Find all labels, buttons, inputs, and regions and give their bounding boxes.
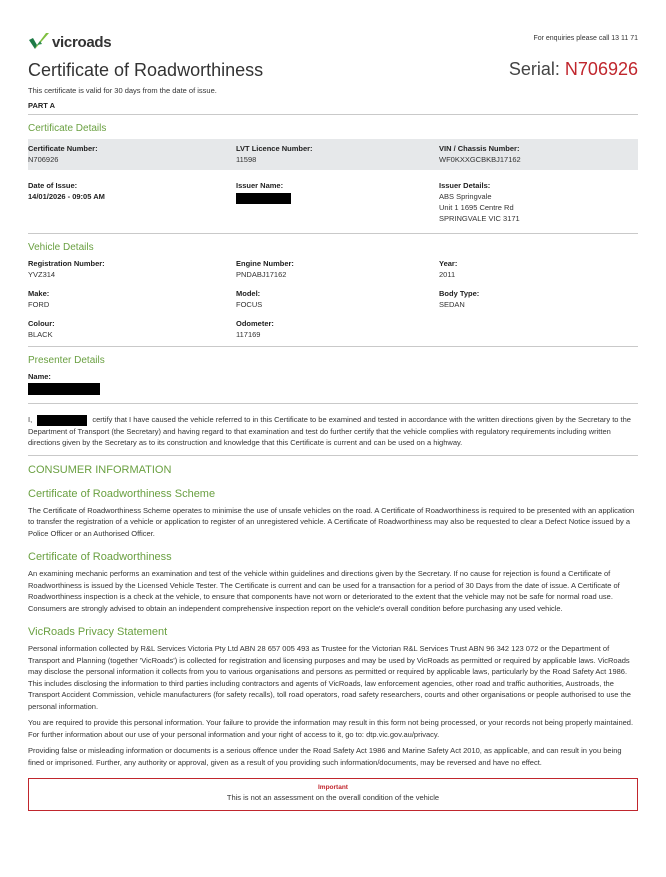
privacy-heading: VicRoads Privacy Statement	[28, 626, 168, 639]
privacy-text-2: You are required to provide this personal information. Your failure to provide the information may result in this form not being processed, or your records not being properly maintained. For further information about our use of your personal information and your right of access to it, go to: dtp.vic.gov.au/privacy.	[28, 718, 634, 739]
enquiries-text: For enquiries please call 13 11 71	[533, 35, 638, 42]
scheme-text: The Certificate of Roadworthiness Scheme operates to minimise the use of unsafe vehicles on the road. A Certificate of Roadworthiness is required to be presented with an application to transfer the registration of a vehicle or application to register of an unregistered vehicle. A Certificate of Roadworthiness may also be requested to clear a Defect Notice issued by a Police Officer or an Authorised Officer.	[28, 505, 635, 538]
registration-label: Registration Number:	[28, 259, 105, 268]
model-cell	[236, 288, 439, 310]
certificate-details-heading: Certificate Details	[28, 123, 107, 134]
presenter-name-label: Name:	[28, 372, 51, 381]
certifier-name-redacted	[37, 415, 87, 426]
presenter-details-heading: Presenter Details	[28, 355, 105, 366]
make-label: Make:	[28, 289, 50, 298]
vin-value: WF0KXXGCBKBJ17162	[439, 155, 521, 164]
engine-value: PNDABJ17162	[236, 270, 287, 279]
vehicle-details-heading: Vehicle Details	[28, 242, 94, 253]
important-notice	[28, 778, 638, 811]
divider	[28, 114, 638, 115]
certificate-details-row-1	[28, 139, 638, 170]
privacy-text-1: Personal information collected by R&L Services Victoria Pty Ltd ABN 28 657 005 493 as Trustee for the Victorian R&L Services Trust ABN 96 342 123 072 or the Department of Transport and Planning (together 'VicRoads') is collected for registration and licensing purposes and may be used by VicRoads as permitted or required by applicable laws. VicRoads may disclose the personal information it collects from you to various organisations and persons as permitted or required by applicable laws, particularly by the Road Safety Act 1986. This includes disclosing the information to third parties including contractors and agents of VicRoads, law enforcement agencies, other road and traffic authorities, Austroads, the Transport Accident Commission, vehicle manufacturers (for safety recalls), toll road operators, road safety researchers, courts and other organisations or people authorised to use the personal information.	[28, 644, 631, 711]
vicroads-logo	[28, 32, 111, 52]
colour-cell	[28, 318, 236, 340]
certification-prefix: I,	[28, 415, 33, 424]
vehicle-details-row-3	[28, 318, 638, 340]
lvt-licence-value: 11598	[236, 155, 257, 164]
year-cell	[439, 258, 638, 280]
date-of-issue-label: Date of Issue:	[28, 181, 78, 190]
privacy-text-3: Providing false or misleading information or documents is a serious offence under the Road Safety Act 1986 and Marine Safety Act 2010, as applicable, and can result in you being fined or imprisoned. Further, any authority or approval, given as a result of you providing such information/documents, may be reversed and have no effect.	[28, 746, 622, 767]
year-value: 2011	[439, 270, 456, 279]
body-type-value: SEDAN	[439, 300, 465, 309]
registration-value: YVZ314	[28, 270, 56, 279]
divider	[28, 233, 638, 234]
issuer-line-3: SPRINGVALE VIC 3171	[439, 214, 520, 223]
serial-number: N706926	[564, 59, 638, 79]
body-type-cell	[439, 288, 638, 310]
presenter-name-redacted	[28, 383, 100, 395]
divider	[28, 403, 638, 404]
certification-text: certify that I have caused the vehicle referred to in this Certificate to be examined and tested in accordance with the written directions given by the Secretary to the Department of Transport (the Secretary) and having regard to that examination and test do further certify that the vehicle complies with regulatory requirements including written directions given by the Secretary as to its construction and knowledge that this Certificate is current and can be used on a highway.	[28, 415, 631, 448]
issuer-details-cell	[439, 180, 638, 224]
page-title: Certificate of Roadworthiness	[28, 60, 264, 80]
cert-text: An examining mechanic performs an examination and test of the vehicle within guidelines and directions given by the Secretary. If no cause for rejection is found a Certificate of Roadworthiness is issued by the Licensed Vehicle Tester. The Certificate is current and can be used for a transaction for a period of 30 Days from the date of issue. A Certificate of Roadworthiness inspection is a check at the vehicle, to ensure that components have not worn or deteriorated to the extent that the vehicle may not be safe for normal road use. Consumers are strongly advised to obtain an independent comprehensive inspection report on the vehicle's overall condition before purchasing any used vehicle.	[28, 569, 620, 613]
model-label: Model:	[236, 289, 261, 298]
model-value: FOCUS	[236, 300, 263, 309]
certification-statement	[28, 414, 638, 449]
issuer-name-redacted	[236, 193, 291, 204]
divider	[28, 455, 638, 456]
certificate-details-row-2	[28, 170, 638, 229]
issuer-name-cell	[236, 180, 439, 224]
colour-value: BLACK	[28, 330, 53, 339]
title-row	[28, 58, 638, 84]
vin-label: VIN / Chassis Number:	[439, 144, 520, 153]
vehicle-details-row-2	[28, 288, 638, 310]
year-label: Year:	[439, 259, 458, 268]
divider	[28, 346, 638, 347]
serial	[509, 59, 638, 80]
body-type-label: Body Type:	[439, 289, 480, 298]
engine-label: Engine Number:	[236, 259, 294, 268]
vehicle-details-row-1	[28, 258, 638, 280]
certificate-number-value: N706926	[28, 155, 59, 164]
important-label: Important	[318, 784, 348, 792]
make-value: FORD	[28, 300, 50, 309]
certificate-number-cell	[28, 143, 236, 165]
important-text: This is not an assessment on the overall condition of the vehicle	[226, 793, 440, 803]
date-of-issue-value: 14/01/2026 - 09:05 AM	[28, 192, 105, 201]
presenter-name-cell	[28, 371, 638, 395]
issuer-line-2: Unit 1 1695 Centre Rd	[439, 203, 514, 212]
logo-text: vicroads	[52, 33, 112, 51]
part-label: PART A	[28, 101, 56, 110]
cert-heading: Certificate of Roadworthiness	[28, 551, 172, 564]
issuer-name-label: Issuer Name:	[236, 181, 284, 190]
serial-label: Serial:	[508, 59, 560, 79]
make-cell	[28, 288, 236, 310]
lvt-licence-label: LVT Licence Number:	[236, 144, 313, 153]
odometer-value: 117169	[236, 330, 261, 339]
lvt-licence-cell	[236, 143, 439, 165]
colour-label: Colour:	[28, 319, 55, 328]
vin-cell	[439, 143, 638, 165]
date-of-issue-cell	[28, 180, 236, 224]
issuer-line-1: ABS Springvale	[439, 192, 492, 201]
odometer-label: Odometer:	[236, 319, 274, 328]
vicroads-check-logo-icon	[28, 32, 50, 52]
certificate-number-label: Certificate Number:	[28, 144, 98, 153]
validity-note: This certificate is valid for 30 days from the date of issue.	[28, 86, 217, 95]
scheme-heading: Certificate of Roadworthiness Scheme	[28, 487, 216, 500]
registration-cell	[28, 258, 236, 280]
consumer-information-heading: CONSUMER INFORMATION	[28, 463, 172, 476]
issuer-details-label: Issuer Details:	[439, 181, 491, 190]
odometer-cell	[236, 318, 439, 340]
engine-cell	[236, 258, 439, 280]
empty-cell	[439, 318, 638, 340]
header	[28, 0, 638, 58]
